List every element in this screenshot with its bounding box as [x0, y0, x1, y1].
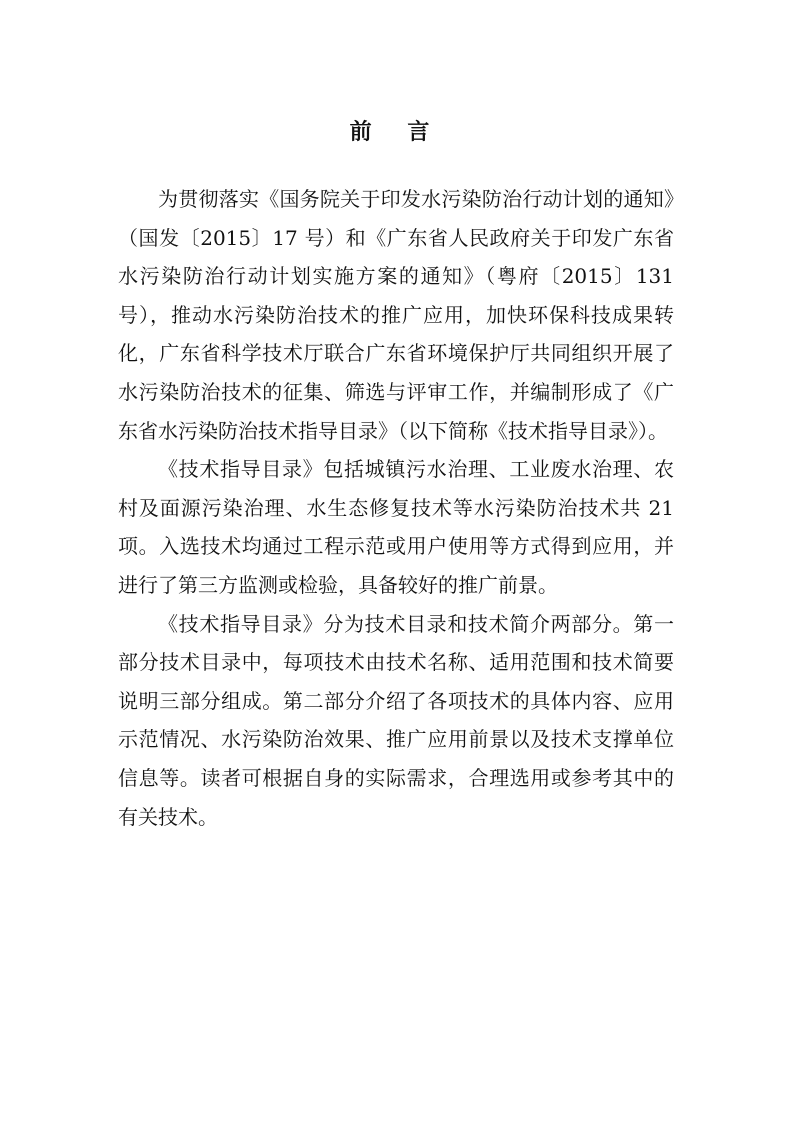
paragraph-2: 《技术指导目录》包括城镇污水治理、工业废水治理、农村及面源污染治理、水生态修复技术等水污染防治技术共 21 项。入选技术均通过工程示范或用户使用等方式得到应用，并进行了第三方监测或检验，具备较好的推广前景。 [118, 457, 674, 597]
paragraph-1: 为贯彻落实《国务院关于印发水污染防治行动计划的通知》（国发〔2015〕17 号）和《广东省人民政府关于印发广东省水污染防治行动计划实施方案的通知》（粤府〔2015〕131 号），推动水污染防治技术的推广应用，加快环保科技成果转化，广东省科学技术厅联合广东省环境保护厅共同组织开展了水污染防治技术的征集、筛选与评审工作，并编制形成了《广东省水污染防治技术指导目录》（以下简称《技术指导目录》）。 [118, 187, 674, 443]
page-title: 前 言 [349, 120, 444, 145]
paragraph-3: 《技术指导目录》分为技术目录和技术简介两部分。第一部分技术目录中，每项技术由技术名称、适用范围和技术简要说明三部分组成。第二部分介绍了各项技术的具体内容、应用示范情况、水污染防治效果、推广应用前景以及技术支撑单位信息等。读者可根据自身的实际需求，合理选用或参考其中的有关技术。 [118, 611, 674, 829]
document-body [118, 180, 674, 836]
